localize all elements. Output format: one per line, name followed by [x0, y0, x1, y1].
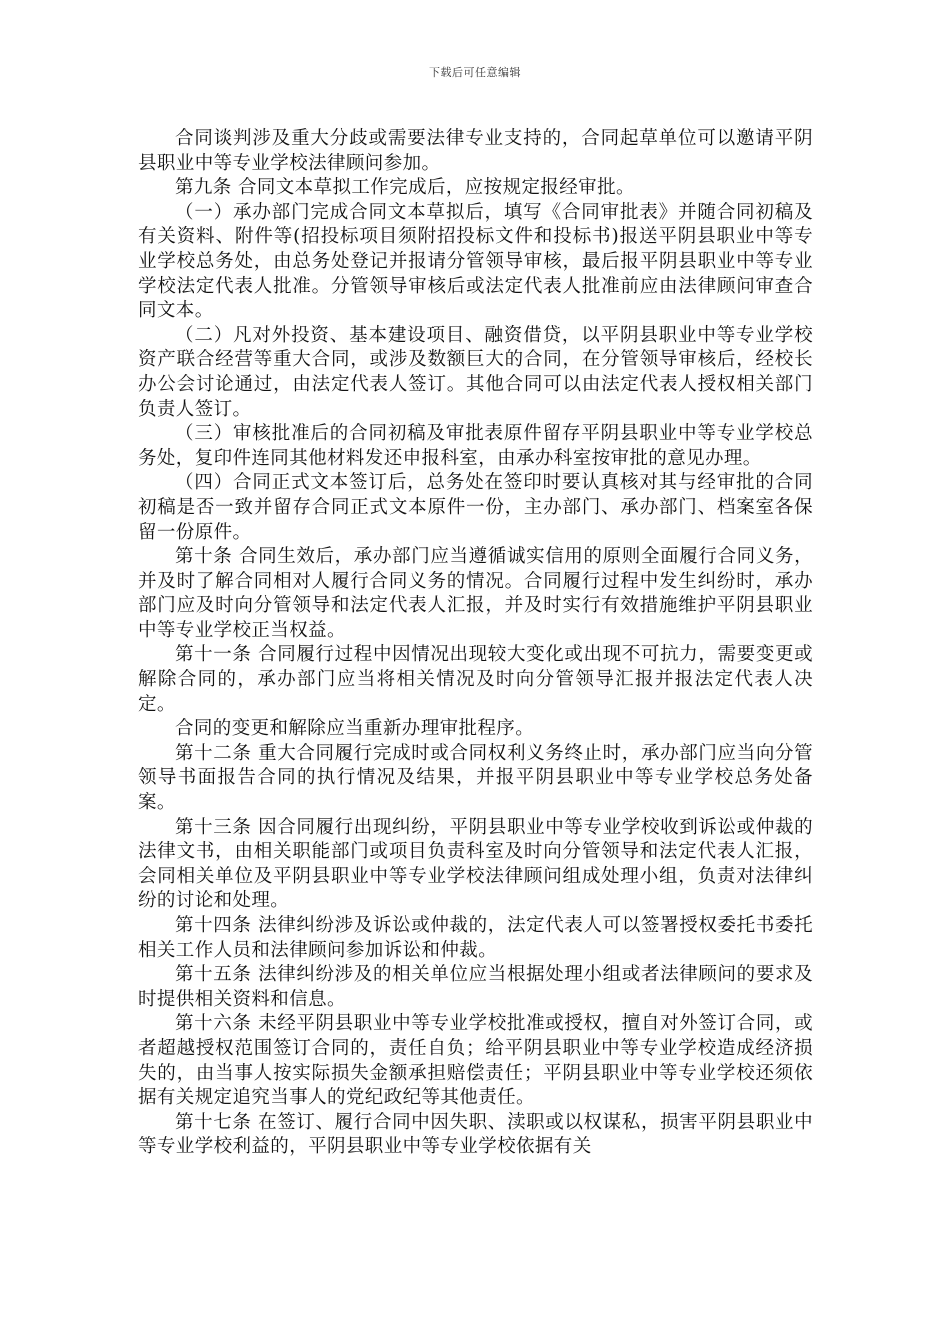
- paragraph-article-9-item-3: （三）审核批准后的合同初稿及审批表原件留存平阴县职业中等专业学校总务处，复印件连同其他材料发还申报科室，由承办科室按审批的意见办理。: [138, 423, 813, 469]
- paragraph-article-9: 第九条 合同文本草拟工作完成后，应按规定报经审批。: [175, 177, 635, 199]
- paragraph-article-10: 第十条 合同生效后，承办部门应当遵循诚实信用的原则全面履行合同义务，并及时了解合同相对人履行合同义务的情况。合同履行过程中发生纠纷时，承办部门应及时向分管领导和法定代表人汇报，并及时实行有效措施维护平阴县职业中等专业学校正当权益。: [138, 546, 813, 641]
- page-header: 下载后可任意编辑: [429, 66, 521, 79]
- paragraph-article-9-item-4: （四）合同正式文本签订后，总务处在签印时要认真核对其与经审批的合同初稿是否一致并留存合同正式文本原件一份，主办部门、承办部门、档案室各保留一份原件。: [138, 472, 813, 543]
- paragraph-article-11: 第十一条 合同履行过程中因情况出现较大变化或出现不可抗力，需要变更或解除合同的，承办部门应当将相关情况及时向分管领导汇报并报法定代表人决定。: [138, 644, 813, 715]
- paragraph-contract-negotiation: 合同谈判涉及重大分歧或需要法律专业支持的，合同起草单位可以邀请平阴县职业中等专业学校法律顾问参加。: [138, 128, 813, 174]
- paragraph-article-14: 第十四条 法律纠纷涉及诉讼或仲裁的，法定代表人可以签署授权委托书委托相关工作人员和法律顾问参加诉讼和仲裁。: [138, 915, 813, 961]
- paragraph-article-13: 第十三条 因合同履行出现纠纷，平阴县职业中等专业学校收到诉讼或仲裁的法律文书，由相关职能部门或项目负责科室及时向分管领导和法定代表人汇报，会同相关单位及平阴县职业中等专业学校法律顾问组成处理小组，负责对法律纠纷的讨论和处理。: [138, 816, 813, 912]
- paragraph-article-17: 第十七条 在签订、履行合同中因失职、渎职或以权谋私，损害平阴县职业中等专业学校利益的，平阴县职业中等专业学校依据有关: [138, 1111, 813, 1158]
- paragraph-article-9-item-1: （一）承办部门完成合同文本草拟后，填写《合同审批表》并随合同初稿及有关资料、附件等(招投标项目须附招投标文件和投标书)报送平阴县职业中等专业学校总务处，由总务处登记并报请分管领导审核，最后报平阴县职业中等专业学校法定代表人批准。分管领导审核后或法定代表人批准前应由法律顾问审查合同文本。: [138, 201, 813, 322]
- paragraph-article-12: 第十二条 重大合同履行完成时或合同权利义务终止时，承办部门应当向分管领导书面报告合同的执行情况及结果，并报平阴县职业中等专业学校总务处备案。: [138, 742, 813, 814]
- paragraph-contract-change: 合同的变更和解除应当重新办理审批程序。: [175, 718, 535, 740]
- document-body: [138, 127, 813, 1160]
- paragraph-article-9-item-2: （二）凡对外投资、基本建设项目、融资借贷，以平阴县职业中等专业学校资产联合经营等重大合同，或涉及数额巨大的合同，在分管领导审核后，经校长办公会讨论通过，由法定代表人签订。其他合同可以由法定代表人授权相关部门负责人签订。: [138, 324, 813, 420]
- paragraph-article-16: 第十六条 未经平阴县职业中等专业学校批准或授权，擅自对外签订合同，或者超越授权范围签订合同的，责任自负；给平阴县职业中等专业学校造成经济损失的，由当事人按实际损失金额承担赔偿责任；平阴县职业中等专业学校还须依据有关规定追究当事人的党纪政纪等其他责任。: [138, 1013, 813, 1109]
- paragraph-article-15: 第十五条 法律纠纷涉及的相关单位应当根据处理小组或者法律顾问的要求及时提供相关资料和信息。: [138, 964, 813, 1010]
